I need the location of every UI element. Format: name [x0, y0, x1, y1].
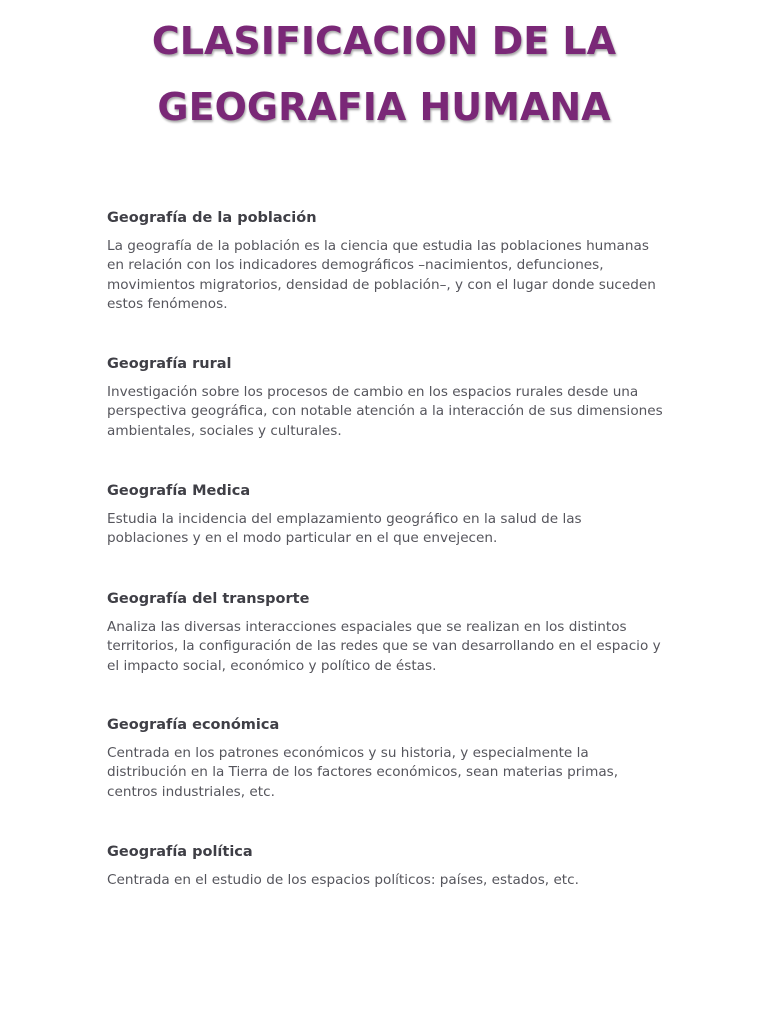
section-heading: Geografía de la población: [107, 210, 317, 226]
section-heading: Geografía Medica: [107, 483, 251, 499]
section-geografia-medica: [107, 481, 667, 549]
section-heading: Geografía económica: [107, 717, 280, 733]
section-heading: Geografía del transporte: [107, 591, 310, 607]
section-body: Centrada en el estudio de los espacios políticos: países, estados, etc.: [107, 872, 579, 888]
section-heading: Geografía política: [107, 844, 253, 860]
section-body: Investigación sobre los procesos de cambio en los espacios rurales desde una perspectiva geográfica, con notable atención a la interacción de sus dimensiones ambientales, sociales y culturales.: [107, 384, 663, 439]
section-geografia-politica: [107, 842, 667, 890]
section-body: Centrada en los patrones económicos y su historia, y especialmente la distribución en la Tierra de los factores económicos, sean materias primas, centros industriales, etc.: [107, 745, 619, 800]
page-title-line-2: GEOGRAFIA HUMANA: [157, 85, 611, 129]
page-title-line-1: CLASIFICACION DE LA: [151, 19, 617, 63]
section-body: Estudia la incidencia del emplazamiento geográfico en la salud de las poblaciones y en el modo particular en el que envejecen.: [107, 511, 582, 547]
section-heading: Geografía rural: [107, 356, 232, 372]
section-body: La geografía de la población es la ciencia que estudia las poblaciones humanas en relación con los indicadores demográficos –nacimientos, defunciones, movimientos migratorios, densidad de población–, y con el lugar donde suceden estos fenómenos.: [107, 238, 656, 313]
page-title: [0, 8, 768, 140]
section-geografia-rural: [107, 354, 667, 441]
section-geografia-poblacion: [107, 208, 667, 315]
section-body: Analiza las diversas interacciones espaciales que se realizan en los distintos territorios, la configuración de las redes que se van desarrollando en el espacio y el impacto social, económico y político de éstas.: [107, 619, 661, 674]
section-geografia-economica: [107, 715, 667, 802]
section-geografia-transporte: [107, 589, 667, 676]
